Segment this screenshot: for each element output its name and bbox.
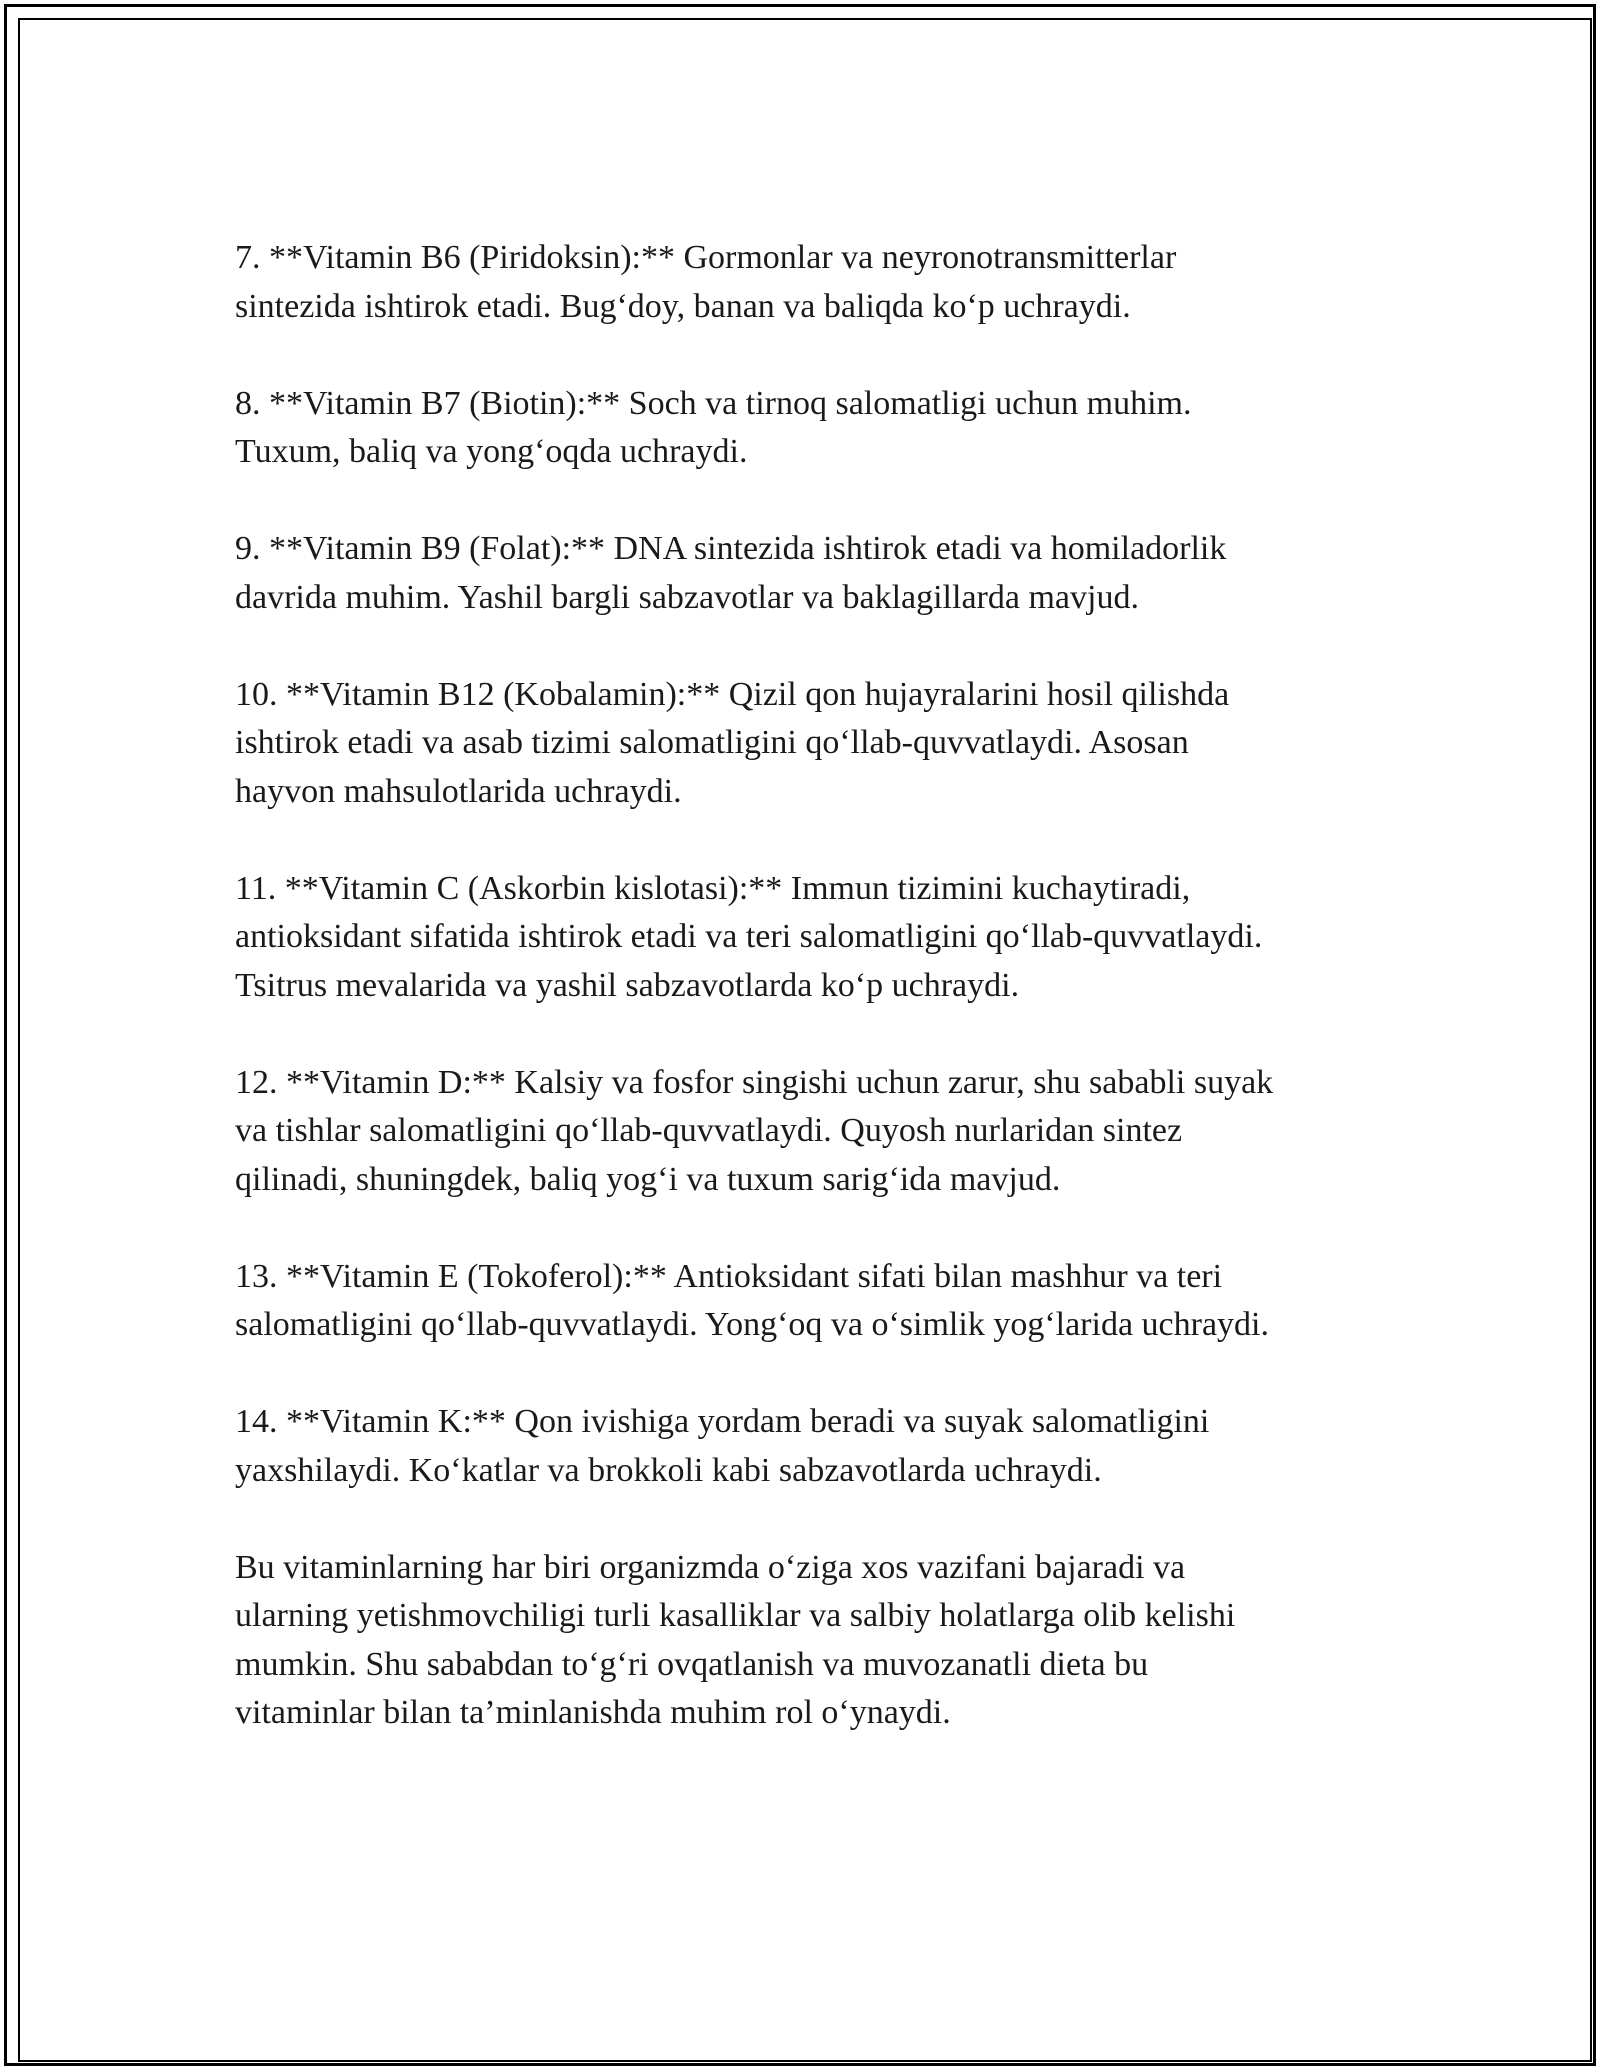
paragraph-vitamin-d — [235, 1059, 1365, 1205]
paragraph-vitamin-e — [235, 1253, 1365, 1350]
text-line: 14. **Vitamin K:** Qon ivishiga yordam beradi va suyak salomatligini — [235, 1403, 1210, 1440]
text-line: 7. **Vitamin B6 (Piridoksin):** Gormonlar va neyronotransmitterlar — [235, 239, 1177, 276]
text-line: 11. **Vitamin C (Askorbin kislotasi):** Immun tizimini kuchaytiradi, — [235, 869, 1191, 907]
text-line: yaxshilaydi. Ko‘katlar va brokkoli kabi sabzavotlarda uchraydi. — [235, 1451, 1102, 1489]
text-line: Tsitrus mevalarida va yashil sabzavotlarda ko‘p uchraydi. — [235, 966, 1020, 1004]
text-line: qilinadi, shuningdek, baliq yog‘i va tuxum sarig‘ida mavjud. — [235, 1160, 1061, 1198]
text-line: ishtirok etadi va asab tizimi salomatligini qo‘llab-quvvatlaydi. Asosan — [235, 724, 1189, 761]
text-line: Bu vitaminlarning har biri organizmda o‘ziga xos vazifani bajaradi va — [235, 1548, 1186, 1586]
paragraph-vitamin-b9 — [235, 525, 1365, 622]
text-line: 10. **Vitamin B12 (Kobalamin):** Qizil qon hujayralarini hosil qilishda — [235, 675, 1230, 713]
text-line: 13. **Vitamin E (Tokoferol):** Antioksidant sifati bilan mashhur va teri — [235, 1257, 1223, 1295]
text-line: salomatligini qo‘llab-quvvatlaydi. Yong‘oq va o‘simlik yog‘larida uchraydi. — [235, 1306, 1269, 1343]
paragraph-vitamin-c — [235, 865, 1365, 1011]
paragraph-vitamin-k — [235, 1398, 1365, 1495]
document-body — [235, 234, 1365, 1786]
text-line: antioksidant sifatida ishtirok etadi va teri salomatligini qo‘llab-quvvatlaydi. — [235, 918, 1263, 955]
text-line: vitaminlar bilan ta’minlanishda muhim rol o‘ynaydi. — [235, 1694, 951, 1731]
text-line: 8. **Vitamin B7 (Biotin):** Soch va tirnoq salomatligi uchun muhim. — [235, 384, 1192, 422]
text-line: 9. **Vitamin B9 (Folat):** DNA sintezida ishtirok etadi va homiladorlik — [235, 530, 1227, 567]
text-line: davrida muhim. Yashil bargli sabzavotlar va baklagillarda mavjud. — [235, 578, 1139, 616]
paragraph-vitamin-b7 — [235, 380, 1365, 477]
paragraph-vitamin-b12 — [235, 671, 1365, 817]
text-line: mumkin. Shu sababdan to‘g‘ri ovqatlanish va muvozanatli dieta bu — [235, 1645, 1149, 1683]
text-line: hayvon mahsulotlarida uchraydi. — [235, 772, 682, 810]
text-line: va tishlar salomatligini qo‘llab-quvvatlaydi. Quyosh nurlaridan sintez — [235, 1112, 1183, 1149]
text-line: ularning yetishmovchiligi turli kasalliklar va salbiy holatlarga olib kelishi — [235, 1597, 1236, 1634]
paragraph-conclusion — [235, 1544, 1365, 1738]
text-line: sintezida ishtirok etadi. Bug‘doy, banan va baliqda ko‘p uchraydi. — [235, 287, 1131, 325]
text-line: Tuxum, baliq va yong‘oqda uchraydi. — [235, 433, 748, 470]
text-line: 12. **Vitamin D:** Kalsiy va fosfor singishi uchun zarur, shu sababli suyak — [235, 1063, 1274, 1101]
paragraph-vitamin-b6 — [235, 234, 1365, 331]
